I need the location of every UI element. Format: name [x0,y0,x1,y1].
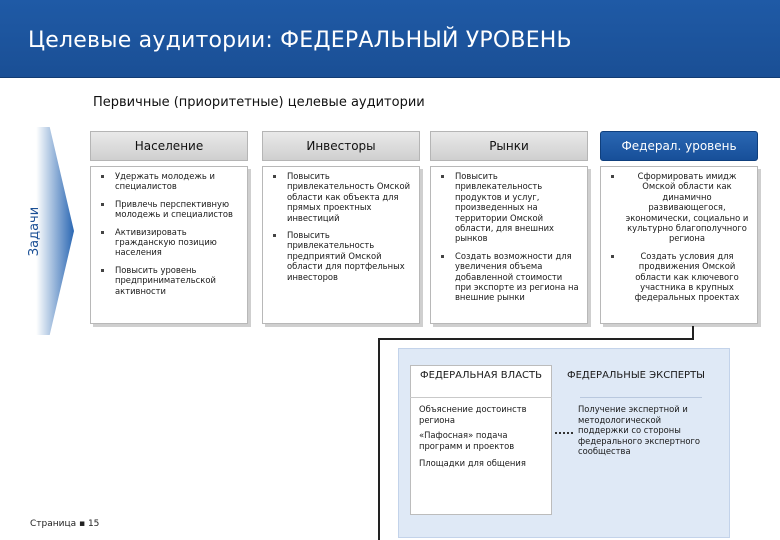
list-item: Сформировать имидж Омской области как динамично развивающегося, экономически, социально и культурно благополучного региона [609,171,751,244]
task-list [601,167,757,303]
experts-text: Получение экспертной и методологической поддержки со стороны федерального экспертного сообщества [578,404,700,457]
column-header-markets: Рынки [430,131,588,161]
divider [580,397,702,398]
list-item: Повысить привлекательность продуктов и услуг, произведенных на территории Омской области, для внешних рынков [439,171,581,244]
list-item: Удержать молодежь и специалистов [99,171,241,192]
column-header-investors: Инвесторы [262,131,420,161]
authority-item: Площадки для общения [419,458,526,468]
column-header-population: Население [90,131,248,161]
column-federal [600,166,758,324]
list-item: Привлечь перспективную молодежь и специалистов [99,199,241,220]
federal-authority-title: ФЕДЕРАЛЬНАЯ ВЛАСТЬ [420,370,542,381]
list-item: Активизировать гражданскую позицию населения [99,227,241,258]
column-markets [430,166,588,324]
task-list [91,167,247,296]
list-item: Создать возможности для увеличения объема добавленной стоимости при экспорте из региона на внешние рынки [439,251,581,303]
connector-line-vertical [378,338,380,540]
list-item: Повысить уровень предпринимательской активности [99,265,241,296]
list-item: Создать условия для продвижения Омской области как ключевого участника в крупных федеральных проектах [609,251,751,303]
federal-experts-title: ФЕДЕРАЛЬНЫЕ ЭКСПЕРТЫ [566,370,705,381]
tasks-label: Задачи [27,206,43,256]
dotted-link [555,432,573,434]
task-list [431,167,587,303]
column-investors [262,166,420,324]
task-list [263,167,419,282]
connector-line-horizontal [378,338,694,340]
column-population [90,166,248,324]
page-title: Целевые аудитории: ФЕДЕРАЛЬНЫЙ УРОВЕНЬ [28,28,572,53]
authority-item: «Пафосная» подача программ и проектов [419,430,515,451]
header-banner [0,0,780,78]
page-number: Страница ▪ 15 [30,519,100,529]
divider [410,397,552,398]
column-header-federal: Федерал. уровень [600,131,758,161]
section-subtitle: Первичные (приоритетные) целевые аудитории [93,95,425,110]
list-item: Повысить привлекательность предприятий Омской области для портфельных инвесторов [271,230,413,282]
connector-line-up [692,326,694,340]
list-item: Повысить привлекательность Омской области как объекта для прямых проектных инвестиций [271,171,413,223]
authority-item: Объяснение достоинств региона [419,404,527,425]
